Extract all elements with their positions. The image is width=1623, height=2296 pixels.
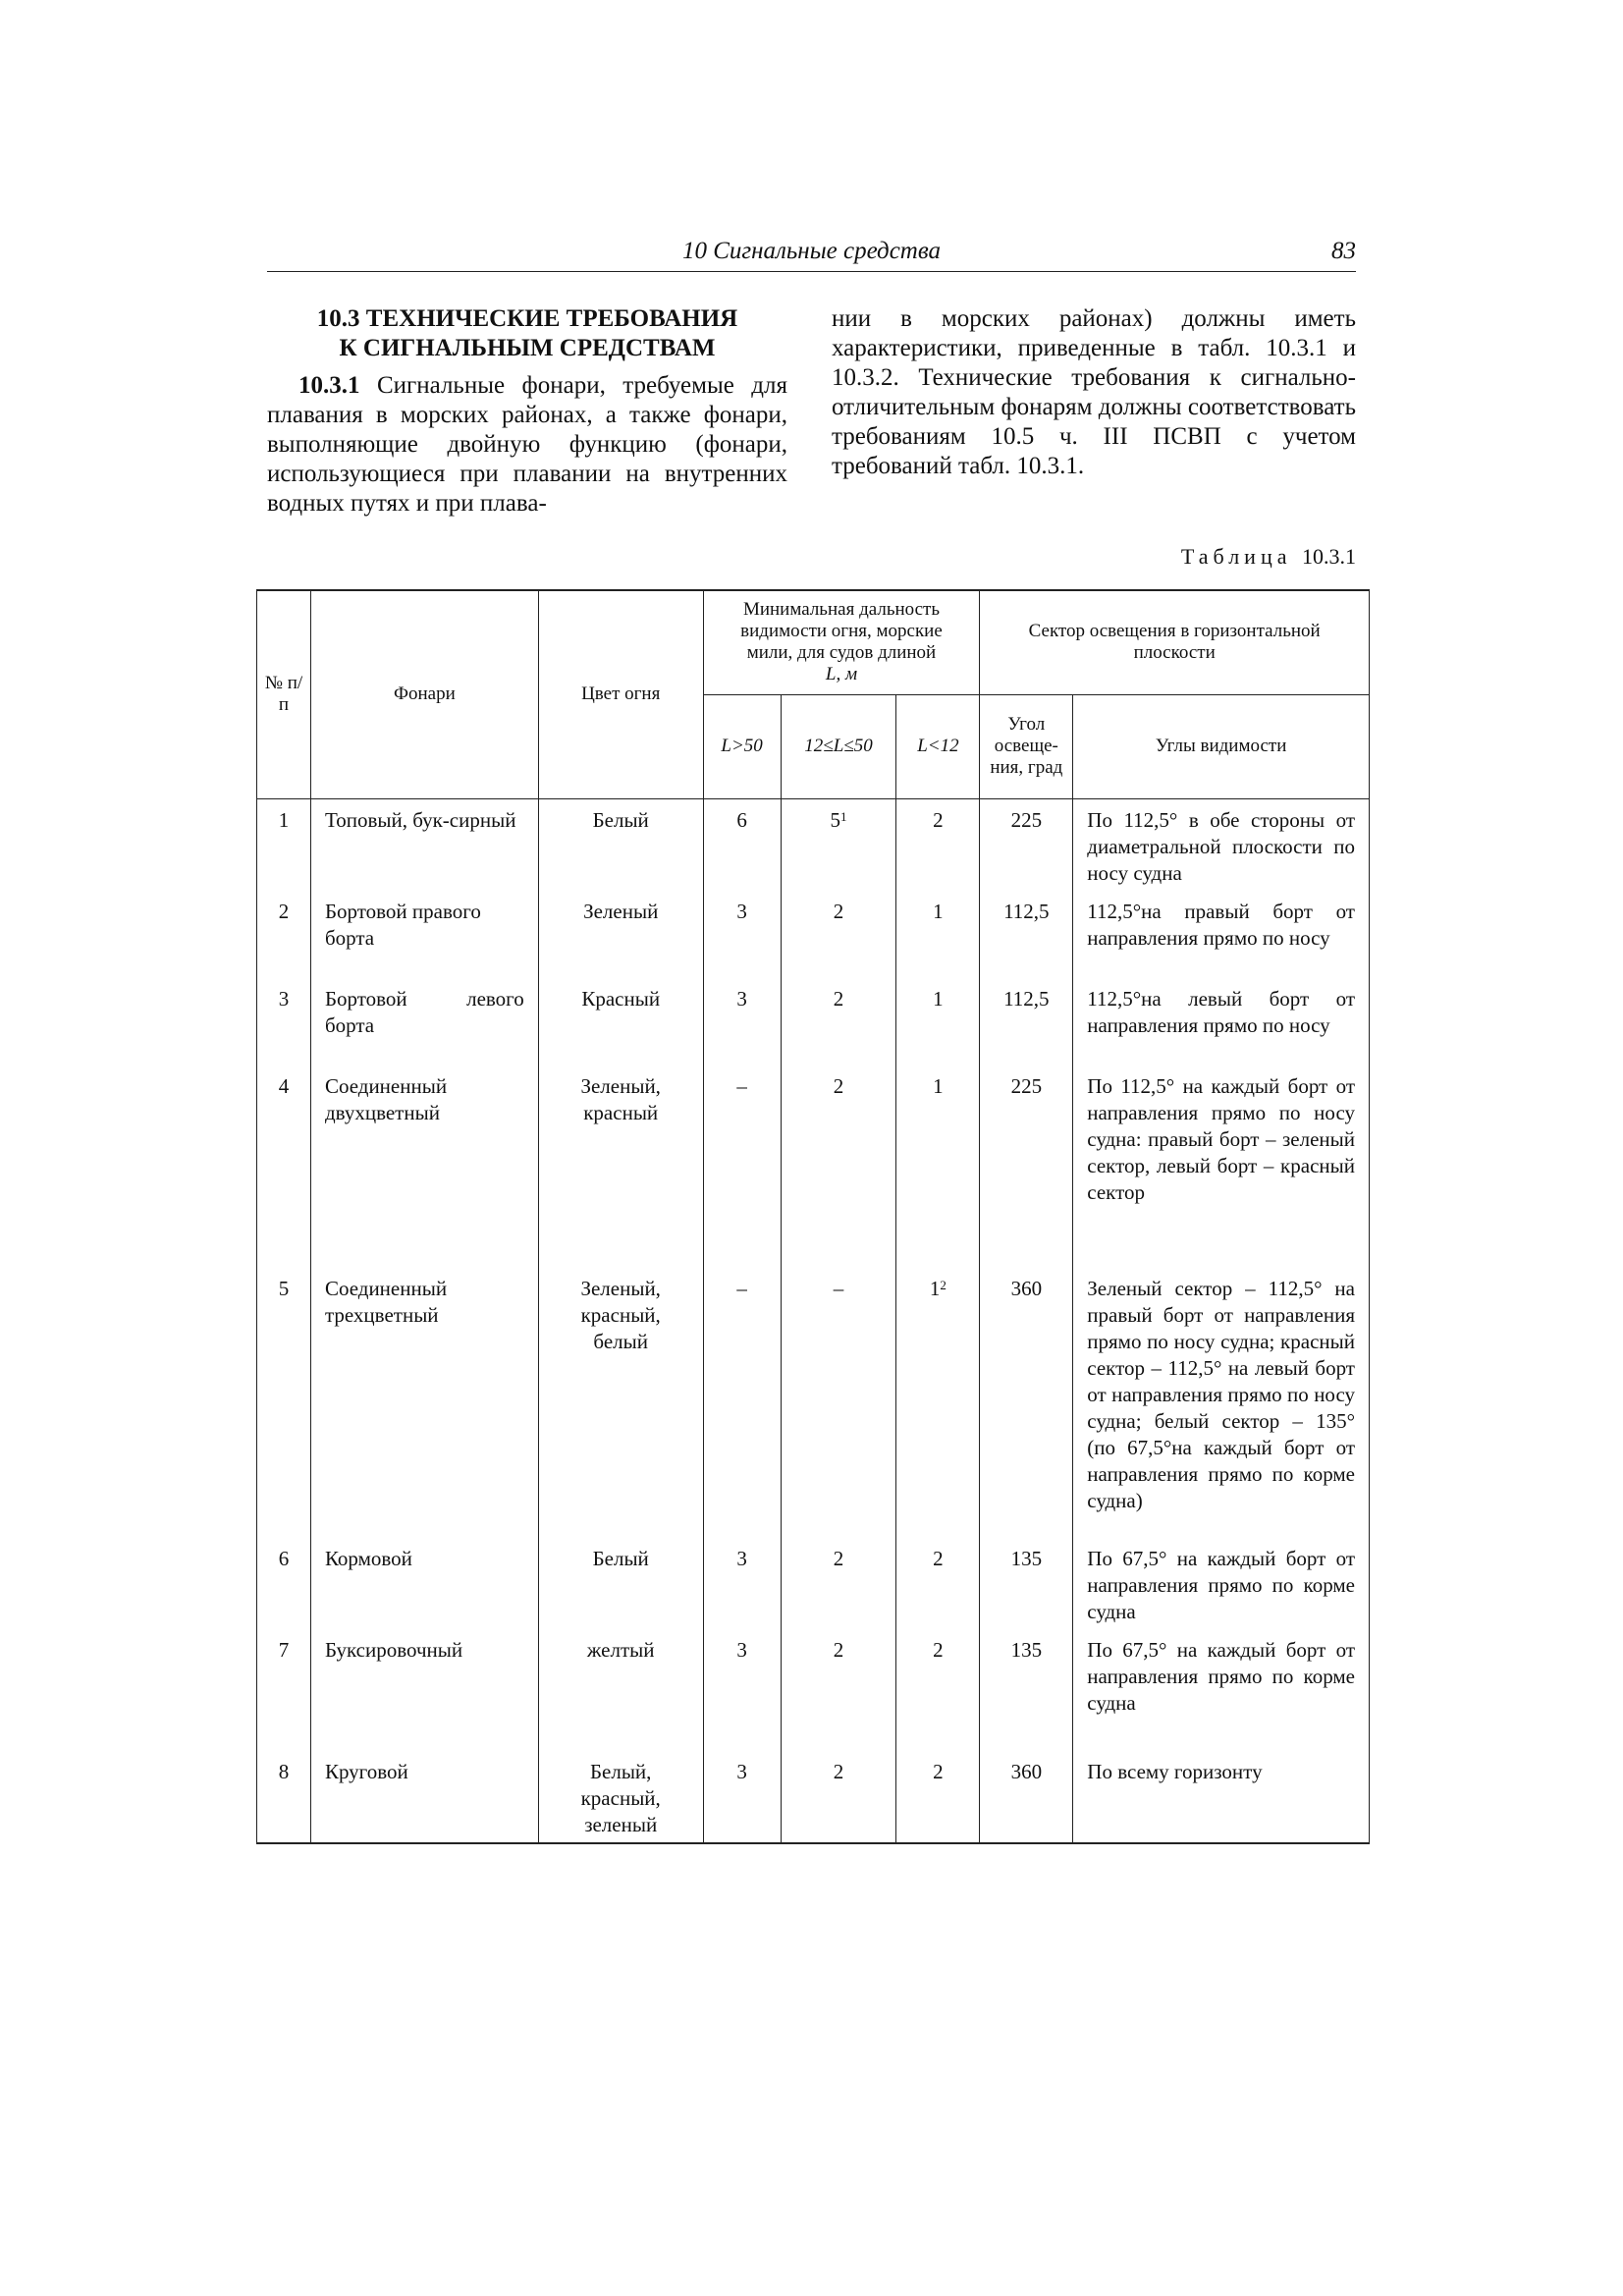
header-range-text: Минимальная дальность видимости огня, морские мили, для судов длиной (740, 599, 943, 664)
table-row (257, 1066, 1370, 1268)
cell-num: 2 (257, 891, 311, 978)
cell-name: Бортовой левого борта (310, 978, 538, 1066)
header-color: Цвет огня (538, 590, 703, 798)
cell-range-l2: 2 (781, 891, 896, 978)
clause-text-right: нии в морских районах) должны иметь характеристики, приведенные в табл. 10.3.1 и 10.3.2. Технические требования к сигнально-отличительным фонарям должны соответствовать требованиям 10.5 ч. III ПСВП с учетом требований табл. 10.3.1. (832, 305, 1356, 479)
cell-range-l1: – (703, 1268, 781, 1538)
heading-line-2: К СИГНАЛЬНЫМ СРЕДСТВАМ (339, 335, 716, 361)
table-caption (1181, 544, 1356, 570)
cell-range-l2: 2 (781, 1066, 896, 1268)
cell-num: 6 (257, 1538, 311, 1629)
cell-angle: 135 (980, 1629, 1073, 1751)
header-lights: Фонари (310, 590, 538, 798)
cell-angle: 112,5 (980, 891, 1073, 978)
cell-visibility: По всему горизонту (1073, 1751, 1370, 1843)
cell-visibility: Зеленый сектор – 112,5° на правый борт от направления прямо по носу судна; красный сектор – 112,5° на левый борт от направления прямо по носу судна; белый сектор – 135° (по 67,5°на каждый борт от направления прямо по корме судна) (1073, 1268, 1370, 1538)
header-range-group (703, 590, 980, 694)
table-row (257, 1629, 1370, 1751)
cell-num: 5 (257, 1268, 311, 1538)
page-number: 83 (1331, 238, 1356, 264)
clause-number: 10.3.1 (298, 372, 360, 399)
cell-angle: 135 (980, 1538, 1073, 1629)
cell-num: 3 (257, 978, 311, 1066)
cell-visibility: По 112,5° в обе стороны от диаметральной плоскости по носу судна (1073, 798, 1370, 891)
cell-angle: 360 (980, 1751, 1073, 1843)
cell-name: Бортовой правого борта (310, 891, 538, 978)
clause-paragraph (267, 371, 787, 519)
cell-color: Белый, красный, зеленый (538, 1751, 703, 1843)
cell-name: Топовый, бук-сирный (310, 798, 538, 891)
footnote-mark: 1 (839, 808, 847, 824)
cell-range-l1: 3 (703, 891, 781, 978)
table-row (257, 1751, 1370, 1843)
table-caption-word: Таблица (1180, 544, 1292, 569)
cell-color: Зеленый, красный, белый (538, 1268, 703, 1538)
cell-range-l2: 2 (781, 1538, 896, 1629)
cell-visibility: По 67,5° на каждый борт от направления прямо по корме судна (1073, 1538, 1370, 1629)
table-row (257, 1538, 1370, 1629)
cell-range-l2: – (781, 1268, 896, 1538)
cell-num: 4 (257, 1066, 311, 1268)
cell-range-l3: 1 (896, 1066, 980, 1268)
heading-line-1: 10.3 ТЕХНИЧЕСКИЕ ТРЕБОВАНИЯ (316, 305, 738, 332)
cell-color: Белый (538, 798, 703, 891)
table-caption-number: 10.3.1 (1302, 544, 1356, 569)
cell-num: 1 (257, 798, 311, 891)
cell-range-l2: 2 (781, 1751, 896, 1843)
cell-angle: 225 (980, 798, 1073, 891)
cell-name: Круговой (310, 1751, 538, 1843)
header-angle: Угол освеще-ния, град (980, 694, 1073, 798)
header-range-l1: L>50 (703, 694, 781, 798)
table-row (257, 798, 1370, 891)
cell-visibility: 112,5°на левый борт от направления прямо по носу (1073, 978, 1370, 1066)
cell-range-l1: 6 (703, 798, 781, 891)
cell-color: Белый (538, 1538, 703, 1629)
header-range-l2: 12≤L≤50 (781, 694, 896, 798)
cell-range-l1: 3 (703, 978, 781, 1066)
header-visibility: Углы видимости (1073, 694, 1370, 798)
table-row (257, 891, 1370, 978)
cell-range-l3: 1 (896, 891, 980, 978)
table-row (257, 978, 1370, 1066)
cell-range-l3: 2 (896, 1629, 980, 1751)
cell-num: 8 (257, 1751, 311, 1843)
header-sector-group: Сектор освещения в горизонтальной плоскости (980, 590, 1370, 694)
intro-right-column (832, 304, 1356, 481)
cell-range-l3: $1^2$ (896, 1268, 980, 1538)
cell-range-l3: 2 (896, 1751, 980, 1843)
header-range-l3: L<12 (896, 694, 980, 798)
section-title: 10 Сигнальные средства (681, 238, 942, 264)
cell-range-l3: 2 (896, 1538, 980, 1629)
cell-num: 7 (257, 1629, 311, 1751)
header-num: № п/п (257, 590, 311, 798)
table-row (257, 1268, 1370, 1538)
cell-visibility: По 67,5° на каждый борт от направления прямо по корме судна (1073, 1629, 1370, 1751)
intro-left-column (267, 304, 787, 519)
cell-range-l2: 2 (781, 1629, 896, 1751)
cell-visibility: 112,5°на правый борт от направления прямо по носу (1073, 891, 1370, 978)
cell-name: Соединенный трехцветный (310, 1268, 538, 1538)
cell-angle: 225 (980, 1066, 1073, 1268)
cell-range-l1: 3 (703, 1538, 781, 1629)
lights-table (256, 589, 1370, 1844)
clause-text-left: Сигнальные фонари, требуемые для плавания в морских районах, а также фонари, выполняющие двойную функцию (фонари, использующиеся при плавании на внутренних водных путях и при плава- (267, 372, 787, 517)
cell-visibility: По 112,5° на каждый борт от направления прямо по носу судна: правый борт – зеленый сектор, левый борт – красный сектор (1073, 1066, 1370, 1268)
cell-angle: 112,5 (980, 978, 1073, 1066)
cell-range-l3: 2 (896, 798, 980, 891)
cell-color: Зеленый (538, 891, 703, 978)
cell-name: Буксировочный (310, 1629, 538, 1751)
cell-range-l1: 3 (703, 1629, 781, 1751)
section-heading (267, 304, 787, 363)
cell-color: желтый (538, 1629, 703, 1751)
cell-range-l1: 3 (703, 1751, 781, 1843)
cell-range-l1: – (703, 1066, 781, 1268)
cell-angle: 360 (980, 1268, 1073, 1538)
cell-name: Соединенный двухцветный (310, 1066, 538, 1268)
running-header (267, 238, 1356, 272)
cell-name: Кормовой (310, 1538, 538, 1629)
header-range-unit: L, м (825, 664, 858, 685)
table-body (257, 798, 1370, 1843)
cell-color: Зеленый, красный (538, 1066, 703, 1268)
cell-range-l2: $5^1$ (781, 798, 896, 891)
cell-range-l2: 2 (781, 978, 896, 1066)
footnote-mark: 2 (940, 1277, 947, 1292)
cell-range-l3: 1 (896, 978, 980, 1066)
cell-color: Красный (538, 978, 703, 1066)
